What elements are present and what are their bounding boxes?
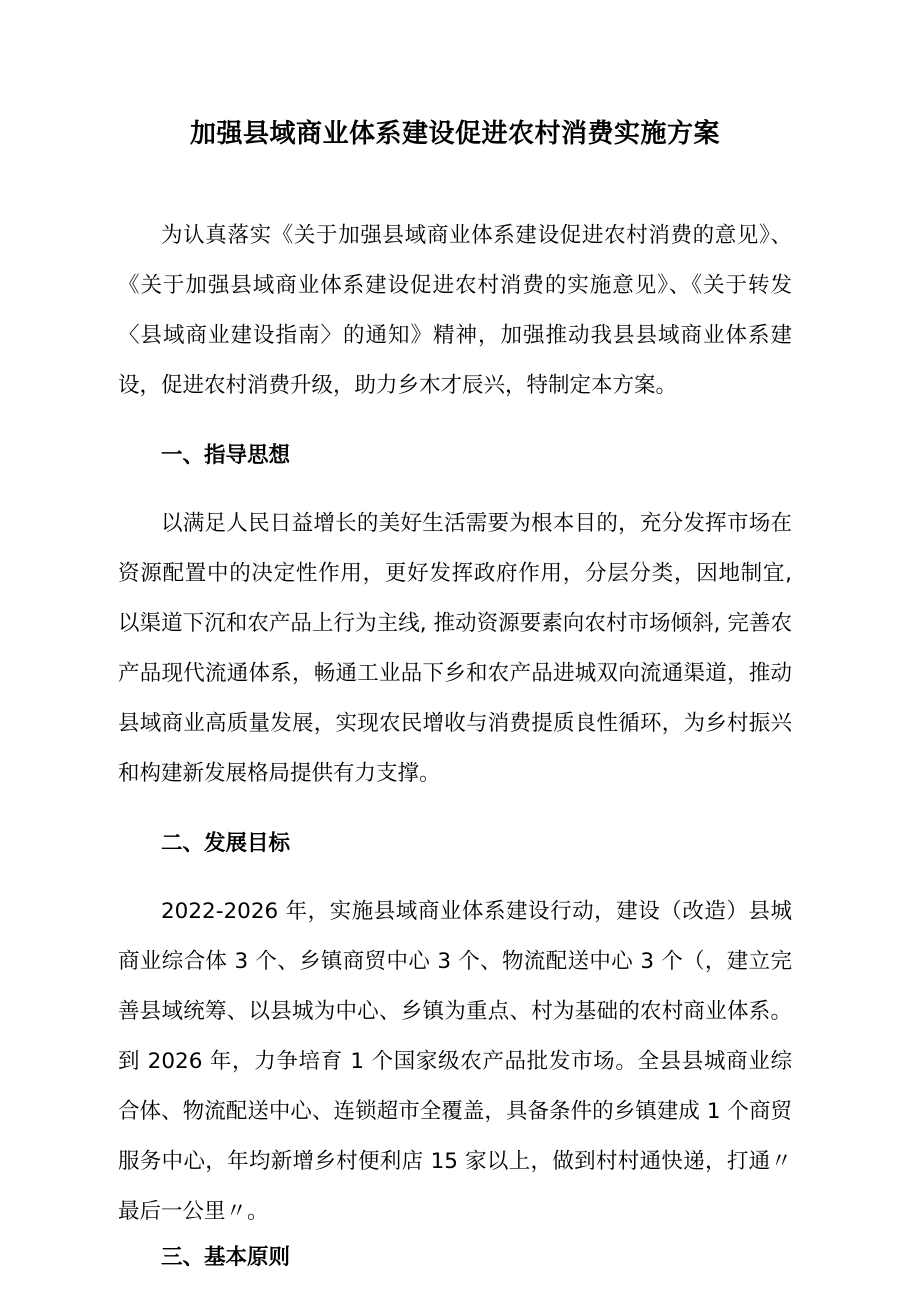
block-spacer-1 — [118, 411, 792, 431]
paragraph-preamble: 为认真落实《关于加强县域商业体系建设促进农村消费的意见》、《关于加强县域商业体系建设促进农村消费的实施意见》、《关于转发〈县域商业建设指南〉的通知》精神，加强推动我县县域商业体系建设，促进农村消费升级，助力乡木才辰兴，特制定本方案。 — [118, 222, 792, 398]
paragraph-guiding-ideology: 以满足人民日益增长的美好生活需要为根本目的，充分发挥市场在资源配置中的决定性作用，更好发挥政府作用，分层分类，因地制宜, 以渠道下沉和农产品上行为主线, 推动资源要素向农村市场倾斜, 完善农产品现代流通体系，畅通工业品下乡和农产品进城双向流通渠道，推动县域商业高质量发展，实现农民增收与消费提质良性循环，为乡村振兴和构建新发展格局提供有力支撑。 — [118, 510, 792, 786]
block-spacer-4 — [118, 869, 792, 887]
section-heading-guiding-ideology: 一、指导思想 — [161, 442, 291, 468]
block-spacer-3 — [118, 799, 792, 819]
document-body — [118, 0, 792, 1279]
page-title: 加强县域商业体系建设促进农村消费实施方案 — [189, 119, 720, 149]
block-spacer-2 — [118, 481, 792, 499]
section-heading-development-goals: 二、发展目标 — [161, 830, 291, 856]
title-spacer — [118, 151, 792, 211]
section-heading-basic-principles: 三、基本原则 — [161, 1244, 291, 1270]
paragraph-development-goals: 2022-2026 年，实施县域商业体系建设行动，建设（改造）县城商业综合体 3 个、乡镇商贸中心 3 个、物流配送中心 3 个（，建立完善县域统筹、以县城为中心、乡镇为重点、村为基础的农村商业体系。到 2026 年，力争培育 1 个国家级农产品批发市场。全县县城商业综合体、物流配送中心、连锁超市全覆盖，具备条件的乡镇建成 1 个商贸服务中心，年均新增乡村便利店 15 家以上，做到村村通快递，打通〃最后一公里〃。 — [118, 898, 792, 1224]
